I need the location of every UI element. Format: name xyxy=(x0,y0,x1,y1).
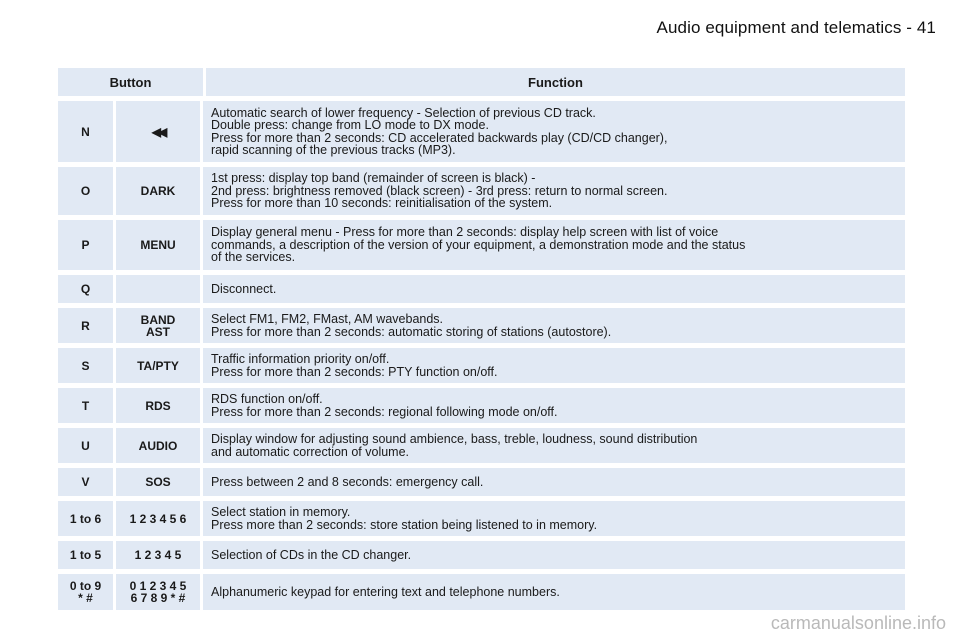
row-key: V xyxy=(58,468,113,496)
row-key: 1 to 6 xyxy=(58,501,113,536)
table-row xyxy=(58,574,905,610)
row-key: 0 to 9 * # xyxy=(58,574,113,610)
rewind-icon: ◀◀ xyxy=(151,124,165,139)
table-row xyxy=(58,468,905,496)
row-button: 1 2 3 4 5 6 xyxy=(116,501,200,536)
column-header-button: Button xyxy=(58,68,203,96)
row-function: 1st press: display top band (remainder of screen is black) - 2nd press: brightness removed (black screen) - 3rd press: return to normal screen. Press for more than 10 seconds: reinitialisation of the system. xyxy=(203,167,905,215)
watermark: carmanualsonline.info xyxy=(770,613,946,633)
table-row xyxy=(58,541,905,569)
page-title: Audio equipment and telematics - 41 xyxy=(656,18,936,37)
row-button: SOS xyxy=(116,468,200,496)
row-function: Automatic search of lower frequency - Selection of previous CD track. Double press: change from LO mode to DX mode. Press for more than 2 seconds: CD accelerated backwards play (CD/CD changer), rapid scanning of the previous tracks (MP3). xyxy=(203,101,905,162)
row-button: DARK xyxy=(116,167,200,215)
table-header-row xyxy=(58,68,905,96)
button-function-table xyxy=(58,68,905,615)
row-key: R xyxy=(58,308,113,343)
table-row xyxy=(58,101,905,162)
table-row xyxy=(58,428,905,463)
table-row xyxy=(58,308,905,343)
row-button: 1 2 3 4 5 xyxy=(116,541,200,569)
row-key: S xyxy=(58,348,113,383)
table-row xyxy=(58,167,905,215)
row-button: BAND AST xyxy=(116,308,200,343)
row-key: N xyxy=(58,101,113,162)
row-key: P xyxy=(58,220,113,270)
row-key: U xyxy=(58,428,113,463)
row-function: RDS function on/off. Press for more than 2 seconds: regional following mode on/off. xyxy=(203,388,905,423)
row-function: Select FM1, FM2, FMast, AM wavebands. Press for more than 2 seconds: automatic storing of stations (autostore). xyxy=(203,308,905,343)
table-row xyxy=(58,501,905,536)
row-button: MENU xyxy=(116,220,200,270)
row-button xyxy=(116,101,200,162)
row-key: O xyxy=(58,167,113,215)
row-function: Select station in memory. Press more than 2 seconds: store station being listened to in memory. xyxy=(203,501,905,536)
row-button: AUDIO xyxy=(116,428,200,463)
row-key: T xyxy=(58,388,113,423)
table-row xyxy=(58,275,905,303)
row-button: RDS xyxy=(116,388,200,423)
row-function: Press between 2 and 8 seconds: emergency call. xyxy=(203,468,905,496)
row-button: 0 1 2 3 4 5 6 7 8 9 * # xyxy=(116,574,200,610)
table-row xyxy=(58,388,905,423)
row-button xyxy=(116,275,200,303)
row-button: TA/PTY xyxy=(116,348,200,383)
row-key: 1 to 5 xyxy=(58,541,113,569)
row-function: Alphanumeric keypad for entering text and telephone numbers. xyxy=(203,574,905,610)
table-row xyxy=(58,220,905,270)
row-key: Q xyxy=(58,275,113,303)
row-function: Display general menu - Press for more than 2 seconds: display help screen with list of voice commands, a description of the version of your equipment, a demonstration mode and the status of the services. xyxy=(203,220,905,270)
table-row xyxy=(58,348,905,383)
row-function: Disconnect. xyxy=(203,275,905,303)
column-header-function: Function xyxy=(206,68,905,96)
row-function: Traffic information priority on/off. Press for more than 2 seconds: PTY function on/off. xyxy=(203,348,905,383)
row-function: Selection of CDs in the CD changer. xyxy=(203,541,905,569)
row-function: Display window for adjusting sound ambience, bass, treble, loudness, sound distribution and automatic correction of volume. xyxy=(203,428,905,463)
